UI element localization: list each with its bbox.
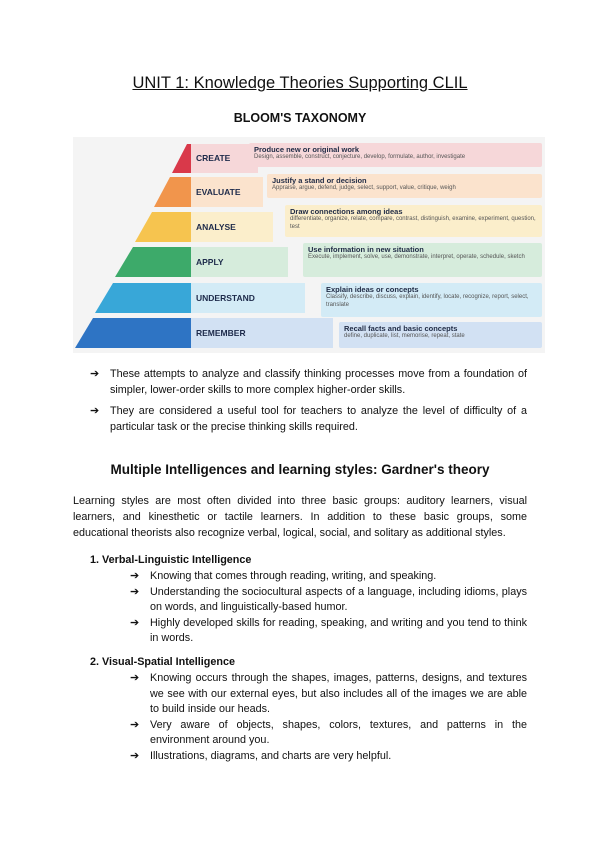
desc-box-create [249,143,542,167]
level-label-understand: UNDERSTAND [196,293,255,303]
intelligence-title-visual: 2. Visual-Spatial Intelligence [90,656,236,668]
arrow-right-icon: ➔ [130,718,140,731]
arrow-right-icon: ➔ [130,616,140,629]
desc-title: Recall facts and basic concepts [344,324,458,333]
arrow-right-icon: ➔ [130,749,140,762]
list-item [130,718,527,749]
list-item [130,569,527,585]
pyramid-tier-understand [95,283,191,313]
level-label-create: CREATE [196,153,231,163]
level-label-apply: APPLY [196,257,224,267]
level-label-evaluate: EVALUATE [196,187,241,197]
bullet-text: Knowing that comes through reading, writing, and speaking. [150,570,437,582]
list-item [130,585,527,616]
list-item [90,366,527,398]
desc-box-evaluate [267,174,542,198]
bullet-text: These attempts to analyze and classify thinking processes move from a foundation of simpler, lower-order skills to more complex higher-order skills. [110,368,527,396]
pyramid-tier-apply [115,247,191,277]
list-item [130,616,527,647]
desc-box-apply [303,243,542,277]
desc-text: Execute, implement, solve, use, demonstrate, interpret, operate, schedule, sketch [308,254,525,260]
arrow-right-icon: ➔ [130,585,140,598]
bullet-text: Understanding the sociocultural aspects of a language, including idioms, plays on words, and linguistically-based humor. [150,585,527,613]
desc-text: Classify, describe, discuss, explain, identify, locate, recognize, report, select, translate [326,294,529,308]
list-item [130,749,527,765]
arrow-right-icon: ➔ [130,570,140,582]
bullet-text: They are considered a useful tool for teachers to analyze the level of difficulty of a particular task or the precise thinking skills required. [110,405,527,433]
level-label-remember: REMEMBER [196,328,246,338]
desc-title: Draw connections among ideas [290,207,403,216]
arrow-right-icon: ➔ [90,405,100,417]
bloom-bullet-list [90,366,527,440]
desc-text: define, duplicate, list, memorise, repeat, state [344,333,465,339]
document-title: UNIT 1: Knowledge Theories Supporting CLIL [132,74,468,92]
arrow-right-icon: ➔ [90,368,100,380]
pyramid-tier-create [172,144,191,173]
desc-box-analyse [285,205,542,237]
bullet-text: Highly developed skills for reading, speaking, and writing and you tend to think in words. [150,616,527,644]
intelligence-title-verbal: 1. Verbal-Linguistic Intelligence [90,554,252,566]
list-item [130,671,527,718]
intelligence-points-verbal [130,569,527,647]
bullet-text: Knowing occurs through the shapes, images, patterns, designs, and textures we see with our external eyes, but also includes all of the images we are able to build inside our heads. [150,672,527,715]
desc-title: Explain ideas or concepts [326,285,419,294]
section-heading: Multiple Intelligences and learning styles: Gardner's theory [110,462,490,477]
desc-title: Justify a stand or decision [272,176,367,185]
pyramid-tier-remember [75,318,191,348]
pyramid-tier-evaluate [154,177,191,207]
desc-title: Produce new or original work [254,145,360,154]
desc-text: Design, assemble, construct, conjecture, develop, formulate, author, investigate [254,154,466,160]
desc-title: Use information in new situation [308,245,424,254]
bullet-text: Very aware of objects, shapes, colors, textures, and patterns in the environment around you. [150,718,527,746]
bloom-taxonomy-figure [73,137,545,353]
list-item [90,403,527,435]
intro-paragraph: Learning styles are most often divided into three basic groups: auditory learners, visual learners, and kinesthetic or tactile learners. In addition to these basic groups, some educational theorists also recognize verbal, logical, social, and solitary as additional styles. [73,495,527,539]
desc-text: Appraise, argue, defend, judge, select, support, value, critique, weigh [272,185,456,191]
desc-text: differentiate, organize, relate, compare, contrast, distinguish, examine, experiment, question, test [290,216,536,230]
intelligence-points-visual [130,671,527,764]
level-label-analyse: ANALYSE [196,222,236,232]
pyramid-tier-analyse [135,212,191,242]
arrow-right-icon: ➔ [130,672,140,684]
bullet-text: Illustrations, diagrams, and charts are very helpful. [150,749,392,762]
desc-box-remember [339,322,542,348]
section-subtitle: BLOOM'S TAXONOMY [233,111,367,125]
desc-box-understand [321,283,542,317]
